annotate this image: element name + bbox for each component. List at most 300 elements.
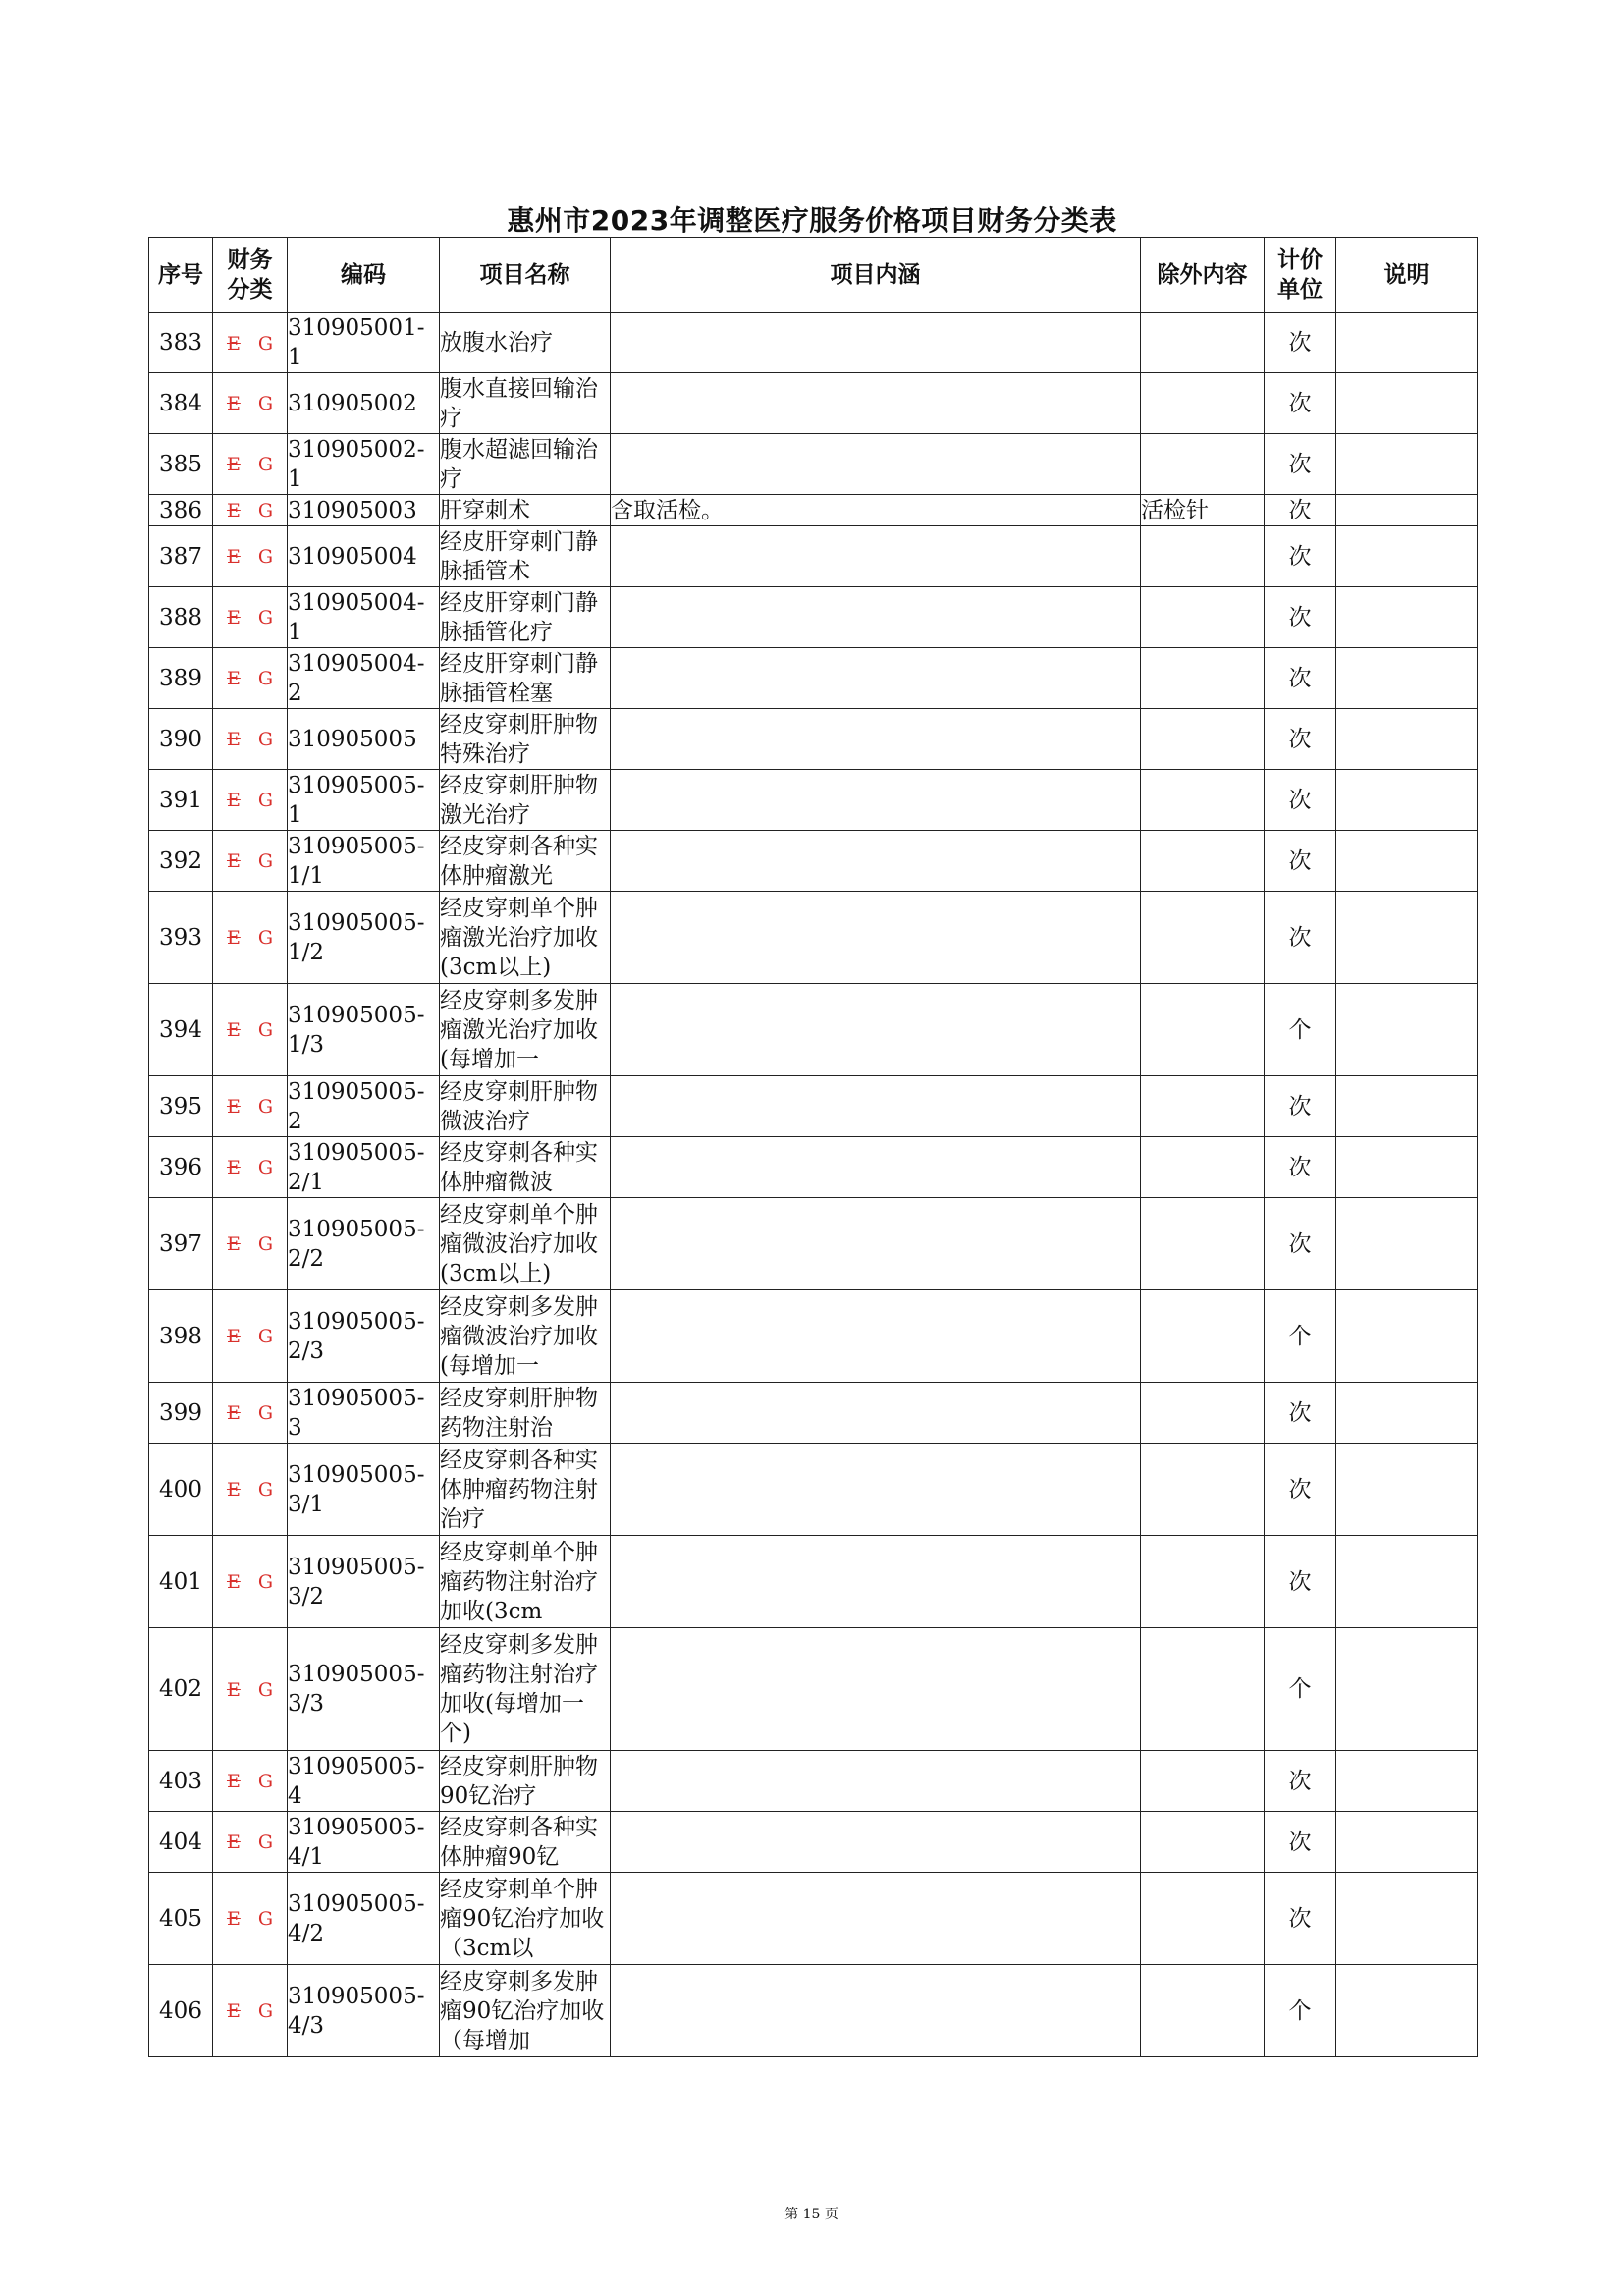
row-category <box>213 831 288 892</box>
row-category <box>213 1137 288 1198</box>
row-excluded <box>1141 831 1265 892</box>
row-category <box>213 770 288 831</box>
category-mark-g: G <box>257 607 274 629</box>
row-name: 经皮穿刺肝肿物微波治疗 <box>440 1078 598 1134</box>
row-note <box>1336 434 1478 495</box>
category-mark-g: G <box>257 500 274 521</box>
table-row <box>149 526 1478 587</box>
header-note: 说明 <box>1336 238 1478 313</box>
row-category <box>213 1628 288 1751</box>
category-mark-g: G <box>257 668 274 689</box>
table-row <box>149 648 1478 709</box>
table-row <box>149 587 1478 648</box>
row-code: 310905005-4/3 <box>288 1965 440 2057</box>
row-name-cell <box>440 892 611 984</box>
row-code: 310905003 <box>288 495 440 526</box>
row-unit: 次 <box>1265 648 1336 709</box>
row-content <box>611 984 1141 1076</box>
row-content <box>611 1383 1141 1444</box>
row-name-cell <box>440 1628 611 1751</box>
table-row <box>149 313 1478 373</box>
row-unit: 次 <box>1265 1873 1336 1965</box>
header-excluded: 除外内容 <box>1141 238 1265 313</box>
row-name: 经皮穿刺肝肿物90钇治疗 <box>440 1753 598 1809</box>
row-name: 经皮穿刺单个肿瘤微波治疗加收(3cm以上) <box>440 1201 598 1286</box>
row-category <box>213 1965 288 2057</box>
row-content <box>611 1812 1141 1873</box>
row-seq: 399 <box>149 1383 213 1444</box>
row-seq: 397 <box>149 1198 213 1290</box>
row-name: 腹水直接回输治疗 <box>440 375 598 431</box>
row-excluded <box>1141 1965 1265 2057</box>
table-row <box>149 1444 1478 1536</box>
row-name-cell <box>440 495 611 526</box>
row-name-cell <box>440 373 611 434</box>
row-unit: 次 <box>1265 495 1336 526</box>
row-category <box>213 709 288 770</box>
row-category <box>213 1383 288 1444</box>
category-mark-g: G <box>257 1908 274 1930</box>
row-name-cell <box>440 709 611 770</box>
row-excluded: 活检针 <box>1141 495 1265 526</box>
row-code: 310905005 <box>288 709 440 770</box>
row-seq: 403 <box>149 1751 213 1812</box>
row-seq: 389 <box>149 648 213 709</box>
category-mark-e: E <box>226 790 241 811</box>
row-note <box>1336 587 1478 648</box>
row-name: 经皮穿刺单个肿瘤激光治疗加收(3cm以上) <box>440 895 598 980</box>
row-unit: 次 <box>1265 1444 1336 1536</box>
row-content <box>611 373 1141 434</box>
row-note <box>1336 770 1478 831</box>
category-mark-e: E <box>226 1019 241 1041</box>
row-name: 经皮肝穿刺门静脉插管化疗 <box>440 589 598 645</box>
row-code: 310905005-2 <box>288 1076 440 1137</box>
category-mark-e: E <box>226 500 241 521</box>
row-name-cell <box>440 434 611 495</box>
row-unit: 次 <box>1265 373 1336 434</box>
table-row <box>149 1812 1478 1873</box>
row-note <box>1336 984 1478 1076</box>
category-mark-e: E <box>226 1771 241 1792</box>
table-row <box>149 1198 1478 1290</box>
row-seq: 405 <box>149 1873 213 1965</box>
table-row <box>149 1965 1478 2057</box>
table-row <box>149 709 1478 770</box>
row-note <box>1336 313 1478 373</box>
row-category <box>213 1444 288 1536</box>
category-mark-g: G <box>257 393 274 414</box>
row-code: 310905005-1/2 <box>288 892 440 984</box>
header-code: 编码 <box>288 238 440 313</box>
category-mark-g: G <box>257 1096 274 1118</box>
row-name-cell <box>440 1812 611 1873</box>
row-excluded <box>1141 1751 1265 1812</box>
category-mark-e: E <box>226 1233 241 1255</box>
row-name-cell <box>440 1198 611 1290</box>
row-note <box>1336 648 1478 709</box>
row-name: 经皮穿刺肝肿物激光治疗 <box>440 772 598 828</box>
row-code: 310905005-1/1 <box>288 831 440 892</box>
category-mark-g: G <box>257 1157 274 1178</box>
row-category <box>213 313 288 373</box>
category-mark-g: G <box>257 729 274 750</box>
row-category <box>213 984 288 1076</box>
row-excluded <box>1141 1076 1265 1137</box>
table-row <box>149 831 1478 892</box>
row-name: 经皮穿刺多发肿瘤微波治疗加收(每增加一 <box>440 1293 598 1379</box>
row-seq: 396 <box>149 1137 213 1198</box>
category-mark-g: G <box>257 850 274 872</box>
row-content <box>611 709 1141 770</box>
category-mark-e: E <box>226 1157 241 1178</box>
row-seq: 391 <box>149 770 213 831</box>
header-unit-label: 计价单位 <box>1277 247 1323 302</box>
row-note <box>1336 1965 1478 2057</box>
row-category <box>213 373 288 434</box>
row-seq: 398 <box>149 1290 213 1383</box>
row-name: 经皮穿刺多发肿瘤药物注射治疗加收(每增加一个) <box>440 1632 598 1746</box>
category-mark-g: G <box>257 2000 274 2022</box>
row-excluded <box>1141 526 1265 587</box>
row-content <box>611 831 1141 892</box>
row-note <box>1336 892 1478 984</box>
table-row <box>149 892 1478 984</box>
row-note <box>1336 526 1478 587</box>
row-note <box>1336 1076 1478 1137</box>
row-seq: 392 <box>149 831 213 892</box>
row-excluded <box>1141 1628 1265 1751</box>
row-excluded <box>1141 1812 1265 1873</box>
header-name: 项目名称 <box>440 238 611 313</box>
row-content <box>611 1536 1141 1628</box>
row-content <box>611 1444 1141 1536</box>
row-unit: 次 <box>1265 1076 1336 1137</box>
row-excluded <box>1141 1290 1265 1383</box>
row-code: 310905005-4/1 <box>288 1812 440 1873</box>
row-seq: 402 <box>149 1628 213 1751</box>
category-mark-g: G <box>257 332 274 355</box>
row-unit: 次 <box>1265 709 1336 770</box>
category-mark-g: G <box>257 1233 274 1255</box>
row-excluded <box>1141 1198 1265 1290</box>
row-name: 经皮穿刺肝肿物特殊治疗 <box>440 711 598 767</box>
row-name: 经皮穿刺单个肿瘤药物注射治疗加收(3cm <box>440 1539 598 1624</box>
header-category-label: 财务分类 <box>227 247 273 302</box>
table-row <box>149 770 1478 831</box>
row-name: 经皮穿刺各种实体肿瘤微波 <box>440 1139 598 1195</box>
row-code: 310905004 <box>288 526 440 587</box>
category-mark-e: E <box>226 1402 241 1424</box>
row-name-cell <box>440 1444 611 1536</box>
header-category <box>213 238 288 313</box>
row-note <box>1336 709 1478 770</box>
row-content <box>611 1965 1141 2057</box>
row-category <box>213 587 288 648</box>
category-mark-e: E <box>226 2000 241 2022</box>
row-unit: 次 <box>1265 1383 1336 1444</box>
row-name: 经皮穿刺各种实体肿瘤激光 <box>440 833 598 889</box>
category-mark-g: G <box>257 454 274 475</box>
row-name-cell <box>440 1873 611 1965</box>
row-excluded <box>1141 313 1265 373</box>
row-code: 310905001-1 <box>288 313 440 373</box>
row-category <box>213 1751 288 1812</box>
row-name-cell <box>440 526 611 587</box>
row-seq: 390 <box>149 709 213 770</box>
row-unit: 次 <box>1265 892 1336 984</box>
row-name-cell <box>440 1383 611 1444</box>
row-code: 310905005-2/3 <box>288 1290 440 1383</box>
row-name-cell <box>440 1076 611 1137</box>
category-mark-g: G <box>257 1479 274 1501</box>
row-name-cell <box>440 831 611 892</box>
row-name: 经皮穿刺单个肿瘤90钇治疗加收（3cm以 <box>440 1876 605 1961</box>
row-content <box>611 1873 1141 1965</box>
row-seq: 406 <box>149 1965 213 2057</box>
row-name-cell <box>440 770 611 831</box>
row-seq: 404 <box>149 1812 213 1873</box>
table-row <box>149 984 1478 1076</box>
category-mark-e: E <box>226 729 241 750</box>
row-category <box>213 495 288 526</box>
row-unit: 次 <box>1265 770 1336 831</box>
category-mark-e: E <box>226 668 241 689</box>
row-seq: 387 <box>149 526 213 587</box>
category-mark-g: G <box>257 1571 274 1593</box>
category-mark-g: G <box>257 790 274 811</box>
row-unit: 个 <box>1265 1290 1336 1383</box>
row-code: 310905005-3/1 <box>288 1444 440 1536</box>
row-content <box>611 587 1141 648</box>
category-mark-g: G <box>257 927 274 949</box>
row-category <box>213 1198 288 1290</box>
category-mark-e: E <box>226 1908 241 1930</box>
category-mark-e: E <box>226 1096 241 1118</box>
row-code: 310905005-1/3 <box>288 984 440 1076</box>
row-name-cell <box>440 587 611 648</box>
row-code: 310905005-2/1 <box>288 1137 440 1198</box>
row-excluded <box>1141 770 1265 831</box>
row-category <box>213 1290 288 1383</box>
row-note <box>1336 373 1478 434</box>
row-note <box>1336 1290 1478 1383</box>
row-category <box>213 1076 288 1137</box>
row-name-cell <box>440 1536 611 1628</box>
row-category <box>213 1536 288 1628</box>
category-mark-g: G <box>257 1678 274 1701</box>
category-mark-g: G <box>257 1326 274 1347</box>
table-row <box>149 373 1478 434</box>
row-note <box>1336 1137 1478 1198</box>
row-content <box>611 434 1141 495</box>
row-name: 经皮穿刺各种实体肿瘤90钇 <box>440 1814 598 1870</box>
price-classification-table <box>148 237 1478 2057</box>
row-name-cell <box>440 1751 611 1812</box>
table-row <box>149 1137 1478 1198</box>
row-note <box>1336 1812 1478 1873</box>
row-content <box>611 1137 1141 1198</box>
row-seq: 393 <box>149 892 213 984</box>
row-seq: 386 <box>149 495 213 526</box>
row-name-cell <box>440 313 611 373</box>
row-excluded <box>1141 648 1265 709</box>
category-mark-e: E <box>226 393 241 414</box>
row-excluded <box>1141 373 1265 434</box>
row-content <box>611 648 1141 709</box>
row-code: 310905002-1 <box>288 434 440 495</box>
category-mark-e: E <box>226 1571 241 1593</box>
row-note <box>1336 1383 1478 1444</box>
row-name: 经皮穿刺肝肿物药物注射治 <box>440 1385 598 1441</box>
row-note <box>1336 1198 1478 1290</box>
row-excluded <box>1141 1873 1265 1965</box>
category-mark-e: E <box>226 1678 241 1701</box>
page-title: 惠州市2023年调整医疗服务价格项目财务分类表 <box>507 204 1117 237</box>
row-unit: 次 <box>1265 831 1336 892</box>
category-mark-e: E <box>226 927 241 949</box>
row-code: 310905004-1 <box>288 587 440 648</box>
row-code: 310905002 <box>288 373 440 434</box>
category-mark-e: E <box>226 607 241 629</box>
row-excluded <box>1141 1536 1265 1628</box>
row-unit: 次 <box>1265 313 1336 373</box>
row-seq: 385 <box>149 434 213 495</box>
row-code: 310905005-3/3 <box>288 1628 440 1751</box>
table-row <box>149 1536 1478 1628</box>
header-unit <box>1265 238 1336 313</box>
row-name: 经皮穿刺多发肿瘤激光治疗加收(每增加一 <box>440 987 598 1072</box>
category-mark-g: G <box>257 546 274 568</box>
row-note <box>1336 1873 1478 1965</box>
table-header-row <box>149 238 1478 313</box>
row-content <box>611 1076 1141 1137</box>
row-unit: 次 <box>1265 1536 1336 1628</box>
row-seq: 395 <box>149 1076 213 1137</box>
row-name: 经皮穿刺多发肿瘤90钇治疗加收（每增加 <box>440 1968 605 2053</box>
category-mark-e: E <box>226 1326 241 1347</box>
row-name: 经皮穿刺各种实体肿瘤药物注射治疗 <box>440 1447 598 1532</box>
category-mark-g: G <box>257 1831 274 1853</box>
row-excluded <box>1141 587 1265 648</box>
row-name-cell <box>440 648 611 709</box>
category-mark-e: E <box>226 332 241 355</box>
row-excluded <box>1141 1444 1265 1536</box>
row-note <box>1336 1751 1478 1812</box>
row-content <box>611 1628 1141 1751</box>
row-category <box>213 1873 288 1965</box>
row-name-cell <box>440 1137 611 1198</box>
table-row <box>149 1383 1478 1444</box>
row-excluded <box>1141 1137 1265 1198</box>
row-note <box>1336 1444 1478 1536</box>
row-unit: 个 <box>1265 1965 1336 2057</box>
table-row <box>149 1076 1478 1137</box>
row-unit: 次 <box>1265 434 1336 495</box>
category-mark-e: E <box>226 454 241 475</box>
category-mark-e: E <box>226 1831 241 1853</box>
category-mark-e: E <box>226 1479 241 1501</box>
row-excluded <box>1141 1383 1265 1444</box>
row-excluded <box>1141 892 1265 984</box>
row-unit: 个 <box>1265 984 1336 1076</box>
row-note <box>1336 831 1478 892</box>
table-row <box>149 1628 1478 1751</box>
row-excluded <box>1141 434 1265 495</box>
row-seq: 388 <box>149 587 213 648</box>
row-note <box>1336 495 1478 526</box>
row-seq: 394 <box>149 984 213 1076</box>
row-excluded <box>1141 709 1265 770</box>
category-mark-g: G <box>257 1771 274 1792</box>
row-seq: 401 <box>149 1536 213 1628</box>
row-seq: 384 <box>149 373 213 434</box>
table-row <box>149 1290 1478 1383</box>
row-category <box>213 892 288 984</box>
header-seq: 序号 <box>149 238 213 313</box>
row-name: 经皮肝穿刺门静脉插管栓塞 <box>440 650 598 706</box>
row-content <box>611 770 1141 831</box>
category-mark-g: G <box>257 1019 274 1041</box>
row-unit: 次 <box>1265 587 1336 648</box>
row-content <box>611 1198 1141 1290</box>
row-name: 放腹水治疗 <box>440 330 553 355</box>
category-mark-e: E <box>226 850 241 872</box>
row-category <box>213 434 288 495</box>
page-number: 第 15 页 <box>784 2207 839 2222</box>
row-name-cell <box>440 1965 611 2057</box>
row-name-cell <box>440 1290 611 1383</box>
row-note <box>1336 1536 1478 1628</box>
table-row <box>149 1873 1478 1965</box>
row-content <box>611 313 1141 373</box>
row-seq: 383 <box>149 313 213 373</box>
row-unit: 次 <box>1265 526 1336 587</box>
category-mark-g: G <box>257 1402 274 1424</box>
row-seq: 400 <box>149 1444 213 1536</box>
row-note <box>1336 1628 1478 1751</box>
row-name: 腹水超滤回输治疗 <box>440 436 598 492</box>
row-content <box>611 1751 1141 1812</box>
row-unit: 次 <box>1265 1137 1336 1198</box>
row-code: 310905005-4/2 <box>288 1873 440 1965</box>
row-unit: 次 <box>1265 1812 1336 1873</box>
row-code: 310905005-3 <box>288 1383 440 1444</box>
row-category <box>213 1812 288 1873</box>
row-unit: 次 <box>1265 1751 1336 1812</box>
row-code: 310905004-2 <box>288 648 440 709</box>
row-code: 310905005-2/2 <box>288 1198 440 1290</box>
category-mark-e: E <box>226 546 241 568</box>
row-unit: 个 <box>1265 1628 1336 1751</box>
table-row <box>149 495 1478 526</box>
row-excluded <box>1141 984 1265 1076</box>
row-content <box>611 892 1141 984</box>
row-content <box>611 1290 1141 1383</box>
row-code: 310905005-1 <box>288 770 440 831</box>
table-body <box>149 313 1478 2057</box>
header-content: 项目内涵 <box>611 238 1141 313</box>
table-row <box>149 434 1478 495</box>
row-name: 经皮肝穿刺门静脉插管术 <box>440 528 598 584</box>
row-content: 含取活检。 <box>611 495 1141 526</box>
row-category <box>213 648 288 709</box>
row-code: 310905005-4 <box>288 1751 440 1812</box>
row-category <box>213 526 288 587</box>
row-name: 肝穿刺术 <box>440 497 530 523</box>
row-content <box>611 526 1141 587</box>
row-name-cell <box>440 984 611 1076</box>
